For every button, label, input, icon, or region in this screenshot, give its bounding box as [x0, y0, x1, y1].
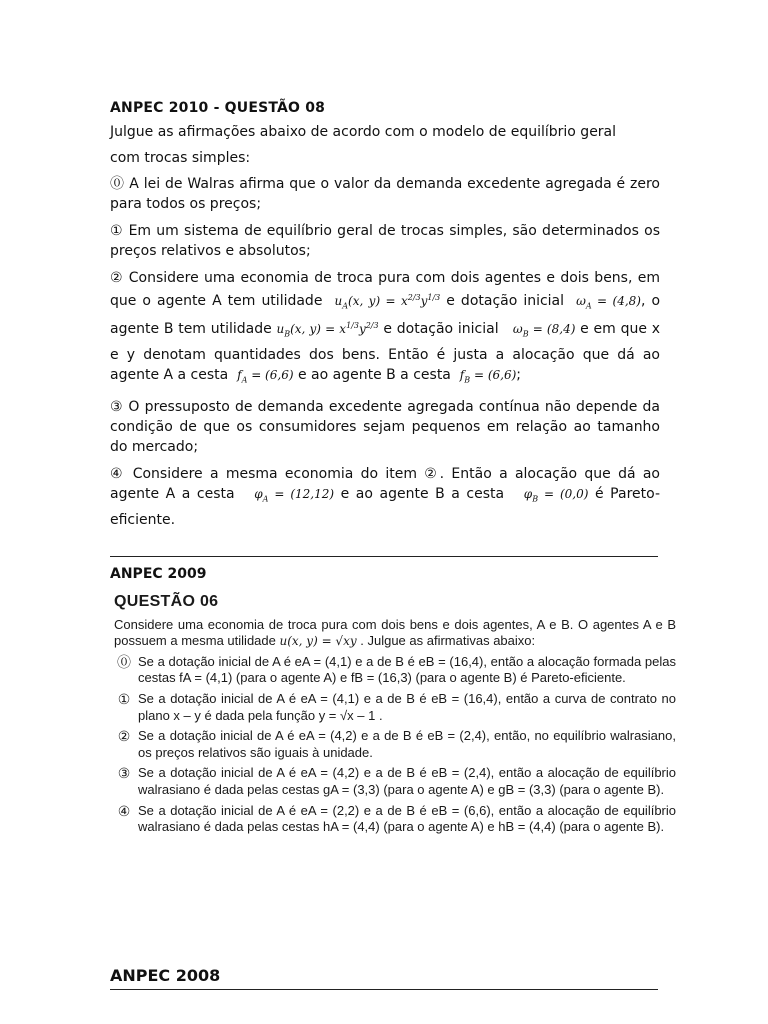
bundle-fa-formula: $f_A = (6,6)$	[237, 367, 294, 385]
statement-4-text-a: Considere a mesma economia do item ②. Então a alocação que dá ao agente A a cesta	[110, 466, 660, 503]
section-2009-title: ANPEC 2009	[110, 566, 207, 582]
statement-2	[110, 268, 660, 390]
q06-statement-number: ④	[117, 802, 131, 819]
q06-statement-text: Se a dotação inicial de A é eA = (4,2) e a de B é eB = (2,4), então a alocação de equilíbrio walrasiano é dada pelas cestas gA = (3,3) (para o agente A) e gB = (3,3) (para o agente B).	[138, 765, 676, 797]
q06-statement-text: Se a dotação inicial de A é eA = (4,1) e a de B é eB = (16,4), então a alocação formada pelas cestas fA = (4,1) (para o agente A) e fB = (16,3) (para o agente B) é Pareto-eficiente.	[138, 653, 676, 686]
endowment-b-formula: $\omega_B = (8,4)$	[512, 322, 576, 339]
common-utility-formula: u(x, y) = √xy	[279, 634, 357, 649]
q06-statement-number: ①	[117, 690, 131, 707]
statement-1-text: Em um sistema de equilíbrio geral de trocas simples, são determinados os preços relativos e absolutos;	[110, 223, 660, 259]
q06-statement-number: ③	[117, 765, 131, 782]
statement-4-text-c: é Pareto-eficiente.	[110, 486, 660, 528]
q06-statement-number: ②	[117, 728, 131, 745]
bundle-phib-formula: $\varphi_B = (0,0)$	[523, 487, 589, 504]
q06-statement-text: Se a dotação inicial de A é eA = (4,1) e a de B é eB = (16,4), então a curva de contrato no plano x – y é dada pela função y = √x – 1 .	[138, 690, 676, 723]
statement-0-number: ⓪	[110, 176, 125, 192]
statement-2-text-d: e dotação inicial	[378, 321, 504, 338]
statement-3-number: ③	[110, 399, 124, 416]
section-divider-1	[110, 556, 658, 557]
bundle-phia-formula: $\varphi_A = (12,12)$	[254, 487, 335, 504]
statement-4	[110, 464, 660, 529]
statement-2-text-e: e em que x e y denotam quantidades dos bens. Então é justa a alocação que dá ao agente A a cesta	[110, 321, 660, 383]
section-2008-title: ANPEC 2008	[110, 966, 221, 985]
q06-statement-1	[110, 691, 676, 724]
statement-2-text-f: e ao agente B a cesta	[293, 366, 456, 383]
q06-statement-3	[110, 765, 676, 798]
statement-0-text: A lei de Walras afirma que o valor da demanda excedente agregada é zero para todos os preços;	[110, 176, 661, 212]
statement-4-number: ④	[110, 466, 126, 483]
statement-2-text-c: , o agente B tem utilidade	[110, 293, 661, 338]
question-06-statements	[110, 654, 676, 836]
q06-statement-text: Se a dotação inicial de A é eA = (4,2) e a de B é eB = (2,4), então, no equilíbrio walrasiano, os preços relativos são iguais à unidade.	[138, 728, 676, 760]
endowment-a-formula: $\omega_A = (4,8)$	[576, 294, 641, 311]
bundle-fb-formula: $f_B = (6,6)$	[459, 367, 517, 385]
section-divider-2	[110, 989, 658, 990]
section-2010-title: ANPEC 2010 - QUESTÃO 08	[110, 100, 326, 116]
statement-3	[110, 397, 660, 457]
statement-1-number: ①	[110, 223, 124, 239]
utility-b-formula: $u_B(x$, $y) = x^{1/3}y^{2/3}$	[276, 321, 379, 339]
statement-1	[110, 221, 660, 261]
q06-statement-4	[110, 803, 676, 836]
statement-2-text-a: Considere uma economia de troca pura com dois agentes e dois bens, em que o agente A tem utilidade	[110, 270, 660, 309]
question-06-heading: QUESTÃO 06	[114, 593, 219, 610]
statement-4-text-b: e ao agente B a cesta	[334, 486, 511, 503]
statement-2-text-g: ;	[516, 366, 521, 383]
section-2009-scan	[110, 594, 676, 840]
q06-statement-number: ⓪	[117, 653, 131, 670]
q06-statement-2	[110, 728, 676, 761]
utility-a-formula: $u_A(x$, $y) = x^{2/3}y^{1/3}$	[334, 293, 441, 311]
intro-line-2: com trocas simples:	[110, 150, 251, 166]
statement-2-number: ②	[110, 270, 124, 286]
statement-2-text-b: e dotação inicial	[440, 293, 571, 309]
statement-0	[110, 174, 660, 214]
q06-statement-0	[110, 654, 676, 687]
statement-3-text: O pressuposto de demanda excedente agregada contínua não depende da condição de que os consumidores sejam pequenos em relação ao tamanho do mercado;	[110, 399, 660, 456]
intro-line-1: Julgue as afirmações abaixo de acordo com o modelo de equilíbrio geral	[110, 124, 617, 140]
section-2010	[110, 98, 660, 537]
q06-statement-text: Se a dotação inicial de A é eA = (2,2) e a de B é eB = (6,6), então a alocação de equilíbrio walrasiano é dada pelas cestas hA = (4,4) (para o agente A) e hB = (4,4) (para o agente B).	[138, 802, 676, 835]
question-06-intro: Considere uma economia de troca pura com dois bens e dois agentes, A e B. O agentes A e B possuem a mesma utilidade u(x, y) = √xy . Julgue as afirmativas abaixo:	[114, 616, 676, 649]
